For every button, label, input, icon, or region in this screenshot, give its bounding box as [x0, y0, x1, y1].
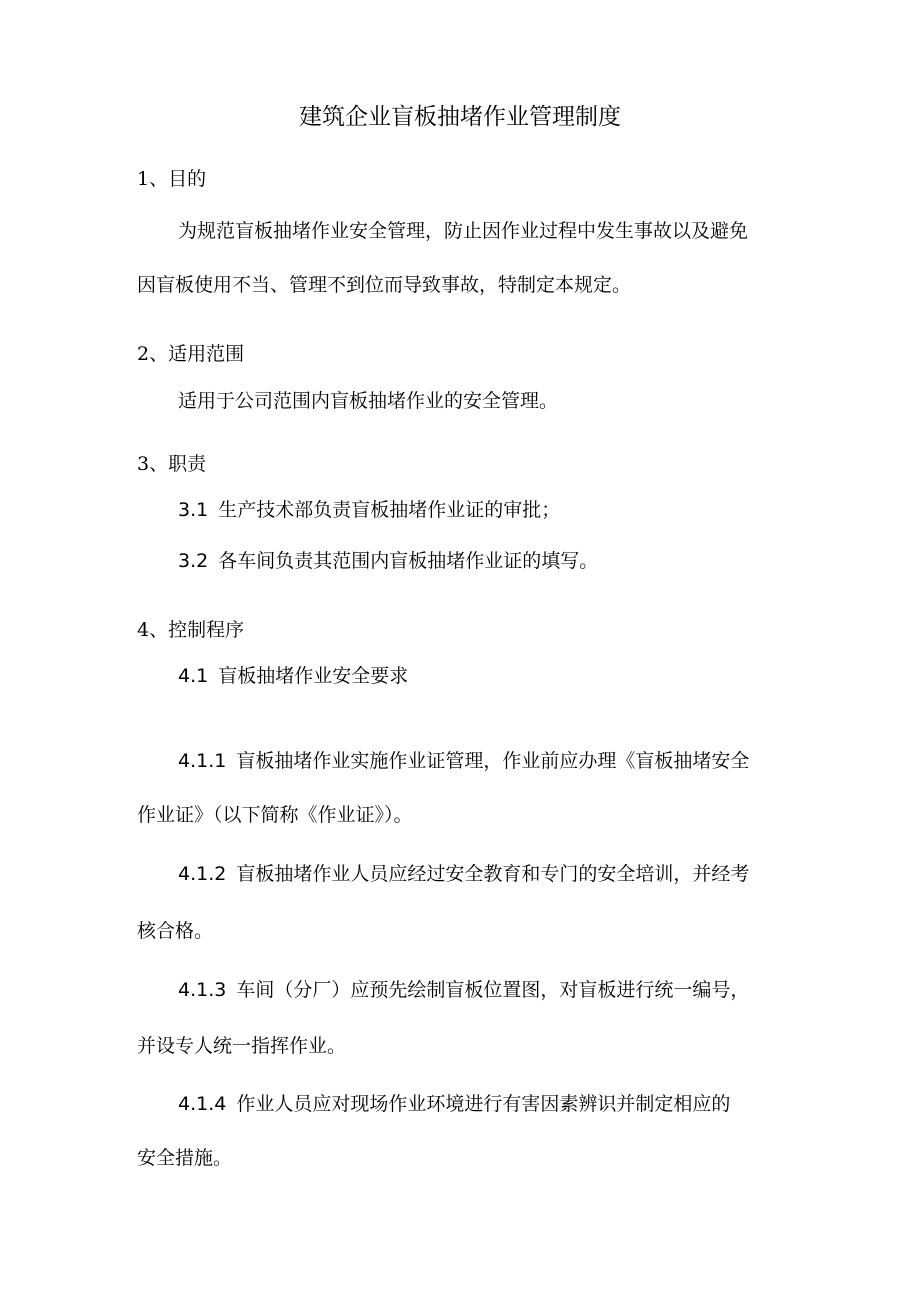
- item-number: 3.1: [178, 499, 209, 521]
- section-heading-responsibilities: 3、职责: [137, 453, 207, 475]
- item-text: 盲板抽堵作业安全要求: [218, 665, 409, 687]
- clause-line: 安全措施。: [137, 1147, 233, 1169]
- clause-text: 作业人员应对现场作业环境进行有害因素辨识并制定相应的: [236, 1093, 731, 1115]
- clause-line: 作业证》（以下简称《作业证》）。: [137, 804, 413, 826]
- item-text: 生产技术部负责盲板抽堵作业证的审批；: [218, 499, 561, 521]
- item-text: 各车间负责其范围内盲板抽堵作业证的填写。: [218, 550, 599, 572]
- clause-number: 4.1.2: [178, 863, 227, 885]
- clause-text: 车间（分厂）应预先绘制盲板位置图，对盲板进行统一编号，: [236, 979, 750, 1001]
- clause-number: 4.1.1: [178, 750, 227, 772]
- section-heading-control-procedure: 4、控制程序: [137, 619, 245, 641]
- list-item: [178, 497, 560, 523]
- subsection-heading: [178, 663, 408, 689]
- clause-text: 盲板抽堵作业人员应经过安全教育和专门的安全培训，并经考: [236, 863, 750, 885]
- page-title: 建筑企业盲板抽堵作业管理制度: [299, 104, 621, 130]
- section-heading-scope: 2、适用范围: [137, 343, 245, 365]
- item-number: 3.2: [178, 550, 209, 572]
- paragraph-line: 因盲板使用不当、管理不到位而导致事故，特制定本规定。: [137, 274, 632, 296]
- clause-line: [178, 861, 749, 887]
- paragraph-line: 为规范盲板抽堵作业安全管理，防止因作业过程中发生事故以及避免: [178, 220, 749, 242]
- clause-line: [178, 977, 749, 1003]
- clause-line: [178, 1091, 730, 1117]
- clause-line: [178, 748, 749, 774]
- clause-line: 核合格。: [137, 920, 214, 942]
- clause-line: 并设专人统一指挥作业。: [137, 1035, 347, 1057]
- section-heading-purpose: 1、目的: [137, 168, 207, 190]
- item-number: 4.1: [178, 665, 209, 687]
- list-item: [178, 548, 598, 574]
- paragraph-line: 适用于公司范围内盲板抽堵作业的安全管理。: [178, 390, 559, 412]
- clause-number: 4.1.4: [178, 1093, 227, 1115]
- clause-number: 4.1.3: [178, 979, 227, 1001]
- clause-text: 盲板抽堵作业实施作业证管理，作业前应办理《盲板抽堵安全: [236, 750, 750, 772]
